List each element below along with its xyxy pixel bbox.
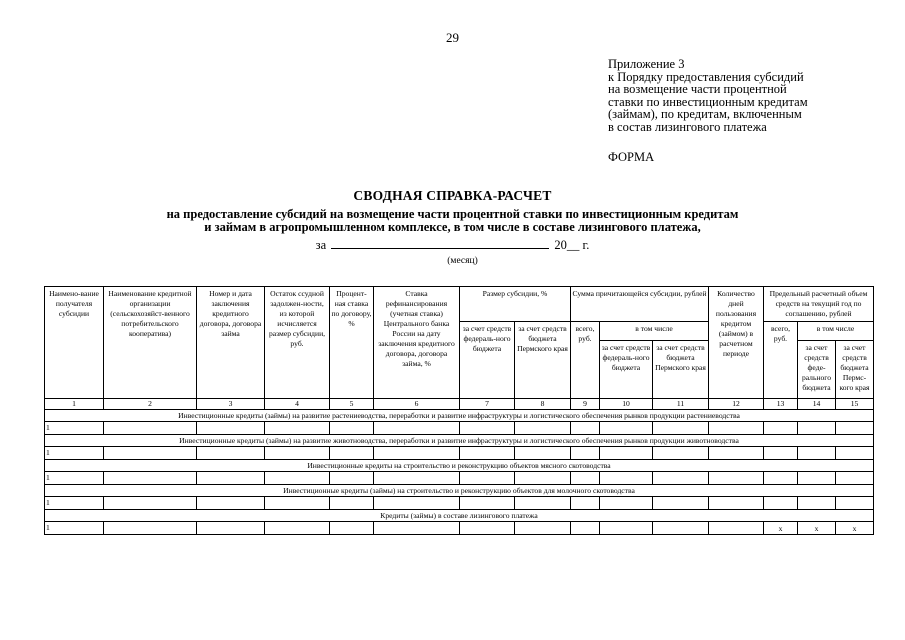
- header-limit-federal: за счет средств феде-рального бюджета: [798, 341, 836, 399]
- table-cell[interactable]: [104, 422, 197, 435]
- table-cell[interactable]: [600, 522, 653, 535]
- table-cell[interactable]: [265, 447, 330, 460]
- column-number: 9: [571, 399, 600, 410]
- table-cell[interactable]: [515, 522, 571, 535]
- header-sum-including: в том числе: [600, 322, 709, 341]
- row-label: 1: [45, 422, 104, 435]
- table-cell[interactable]: [374, 422, 460, 435]
- table-cell[interactable]: [764, 447, 798, 460]
- table-row: [45, 422, 874, 435]
- x-mark-cell: x: [764, 522, 798, 535]
- table-cell[interactable]: [653, 522, 709, 535]
- table-cell[interactable]: [653, 447, 709, 460]
- table-cell[interactable]: [798, 447, 836, 460]
- header-sum-regional: за счет средств бюджета Пермского края: [653, 341, 709, 399]
- table-cell[interactable]: [709, 447, 764, 460]
- table-cell[interactable]: [265, 522, 330, 535]
- header-subsidy-regional: за счет средств бюджета Пермского края: [515, 322, 571, 399]
- table-cell[interactable]: [571, 472, 600, 485]
- table-cell[interactable]: [600, 497, 653, 510]
- column-number: 6: [374, 399, 460, 410]
- header-subsidy-size: Размер субсидии, %: [460, 287, 571, 322]
- column-number: 10: [600, 399, 653, 410]
- section-title-crop: Инвестиционные кредиты (займы) на развитие растениеводства, переработки и развитие инфраструктуры и логистического обеспечения рынков продукции растениеводства: [45, 410, 874, 422]
- table-cell[interactable]: [197, 422, 265, 435]
- section-title-livestock: Инвестиционные кредиты (займы) на развитие животноводства, переработки и развитие инфраструктуры и логистического обеспечения рынков продукции животноводства: [45, 435, 874, 447]
- table-cell[interactable]: [571, 422, 600, 435]
- table-cell[interactable]: [197, 522, 265, 535]
- table-cell[interactable]: [653, 472, 709, 485]
- table-cell[interactable]: [374, 497, 460, 510]
- header-debt-balance: Остаток ссудной задолжен-ности, из которой исчисляется размер субсидии, руб.: [265, 287, 330, 399]
- table-cell[interactable]: [764, 422, 798, 435]
- appendix-line: Приложение 3: [608, 57, 685, 71]
- x-mark-cell: x: [836, 522, 874, 535]
- appendix-line: ставки по инвестиционным кредитам: [608, 94, 808, 109]
- table-cell[interactable]: [798, 472, 836, 485]
- table-cell[interactable]: [764, 472, 798, 485]
- row-label: 1: [45, 522, 104, 535]
- appendix-line: (займам), по кредитам, включенным: [608, 107, 802, 121]
- subtitle-line-1: на предоставление субсидий на возмещение части процентной ставки по инвестиционным кредитам: [166, 207, 739, 221]
- subtitle-line-2: и займам в агропромышленном комплексе, в том числе в составе лизингового платежа,: [204, 220, 701, 234]
- table-cell[interactable]: [330, 472, 374, 485]
- table-cell[interactable]: [709, 497, 764, 510]
- period-prefix: за: [315, 238, 327, 252]
- table-cell[interactable]: [600, 422, 653, 435]
- table-cell[interactable]: [265, 497, 330, 510]
- table-row: [45, 447, 874, 460]
- table-cell[interactable]: [571, 497, 600, 510]
- header-limit-total: всего, руб.: [764, 322, 798, 399]
- table-cell[interactable]: [709, 472, 764, 485]
- table-cell[interactable]: [330, 497, 374, 510]
- header-limit-including: в том числе: [798, 322, 874, 341]
- column-number: 7: [460, 399, 515, 410]
- table-cell[interactable]: [709, 522, 764, 535]
- column-number: 11: [653, 399, 709, 410]
- header-contract: Номер и дата заключения кредитного договора, договора займа: [197, 287, 265, 399]
- table-cell[interactable]: [764, 497, 798, 510]
- table-cell[interactable]: [197, 472, 265, 485]
- header-recipient: Наимено-вание получателя субсидии: [45, 287, 104, 399]
- column-number: 8: [515, 399, 571, 410]
- table-row: [45, 497, 874, 510]
- header-limit-regional: за счет средств бюджета Пермс-кого края: [836, 341, 874, 399]
- column-number: 13: [764, 399, 798, 410]
- column-number: 4: [265, 399, 330, 410]
- table-cell[interactable]: [460, 472, 515, 485]
- header-subsidy-federal: за счет средств федераль-ного бюджета: [460, 322, 515, 399]
- page-number: 29: [446, 30, 459, 45]
- appendix-block: [608, 58, 808, 133]
- table-cell[interactable]: [104, 447, 197, 460]
- table-cell[interactable]: [460, 522, 515, 535]
- period-line: [0, 237, 905, 253]
- document-title: СВОДНАЯ СПРАВКА-РАСЧЕТ: [353, 188, 552, 203]
- column-number: 1: [45, 399, 104, 410]
- table-row: [45, 522, 874, 535]
- column-number: 15: [836, 399, 874, 410]
- table-cell[interactable]: [330, 447, 374, 460]
- section-title-dairy: Инвестиционные кредиты (займы) на строительство и реконструкцию объектов для молочного скотоводства: [45, 485, 874, 497]
- column-number: 2: [104, 399, 197, 410]
- document-subtitle: [0, 208, 905, 234]
- appendix-line: к Порядку предоставления субсидий: [608, 69, 804, 84]
- header-credit-org: Наименование кредитной организации (сельскохозяйст-венного потребительского кооператива): [104, 287, 197, 399]
- table-cell[interactable]: [653, 497, 709, 510]
- row-label: 1: [45, 497, 104, 510]
- table-cell[interactable]: [571, 447, 600, 460]
- table-cell[interactable]: [515, 422, 571, 435]
- table-cell[interactable]: [798, 497, 836, 510]
- table-cell[interactable]: [330, 522, 374, 535]
- table-cell[interactable]: [197, 447, 265, 460]
- row-label: 1: [45, 447, 104, 460]
- x-mark-cell: x: [798, 522, 836, 535]
- table-cell[interactable]: [836, 422, 874, 435]
- header-interest-rate: Процент-ная ставка по договору, %: [330, 287, 374, 399]
- table-cell[interactable]: [798, 422, 836, 435]
- table-cell[interactable]: [330, 422, 374, 435]
- table-cell[interactable]: [600, 472, 653, 485]
- section-title-beef: Инвестиционные кредиты на строительство и реконструкцию объектов мясного скотоводства: [45, 460, 874, 472]
- header-days: Количество дней пользования кредитом (займом) в расчетном периоде: [709, 287, 764, 399]
- table-cell[interactable]: [571, 522, 600, 535]
- table-cell[interactable]: [460, 422, 515, 435]
- column-number: 14: [798, 399, 836, 410]
- column-number: 12: [709, 399, 764, 410]
- appendix-line: на возмещение части процентной: [608, 82, 787, 96]
- month-blank-field[interactable]: [331, 237, 549, 249]
- period-year: 20__ г.: [554, 238, 590, 252]
- table-cell[interactable]: [709, 422, 764, 435]
- table-cell[interactable]: [653, 422, 709, 435]
- table-cell[interactable]: [104, 472, 197, 485]
- section-title-leasing: Кредиты (займы) в составе лизингового платежа: [45, 510, 874, 522]
- table-cell[interactable]: [374, 472, 460, 485]
- table-cell[interactable]: [836, 447, 874, 460]
- header-sum-federal: за счет средств федераль-ного бюджета: [600, 341, 653, 399]
- table-cell[interactable]: [836, 472, 874, 485]
- table-cell[interactable]: [374, 522, 460, 535]
- header-subsidy-sum: Сумма причитающейся субсидии, рублей: [571, 287, 709, 322]
- table-cell[interactable]: [515, 447, 571, 460]
- appendix-line: в состав лизингового платежа: [608, 119, 767, 134]
- table-cell[interactable]: [104, 497, 197, 510]
- table-cell[interactable]: [460, 497, 515, 510]
- column-number: 5: [330, 399, 374, 410]
- column-number: 3: [197, 399, 265, 410]
- table-cell[interactable]: [265, 422, 330, 435]
- table-cell[interactable]: [265, 472, 330, 485]
- table-cell[interactable]: [374, 447, 460, 460]
- month-caption: (месяц): [447, 256, 478, 266]
- calculation-table: [44, 286, 874, 535]
- row-label: 1: [45, 472, 104, 485]
- table-cell[interactable]: [197, 497, 265, 510]
- form-label: ФОРМА: [608, 150, 655, 164]
- header-limit-volume: Предельный расчетный объем средств на текущий год по соглашению, рублей: [764, 287, 874, 322]
- table-cell[interactable]: [515, 472, 571, 485]
- table-cell[interactable]: [104, 522, 197, 535]
- table-cell[interactable]: [836, 497, 874, 510]
- table-row: [45, 472, 874, 485]
- header-sum-total: всего, руб.: [571, 322, 600, 399]
- table-cell[interactable]: [515, 497, 571, 510]
- table-cell[interactable]: [460, 447, 515, 460]
- table-cell[interactable]: [600, 447, 653, 460]
- header-refinancing-rate: Ставка рефинансирования (учетная ставка) Центрального банка России на дату заключения кредитного договора, договора займа, %: [374, 287, 460, 399]
